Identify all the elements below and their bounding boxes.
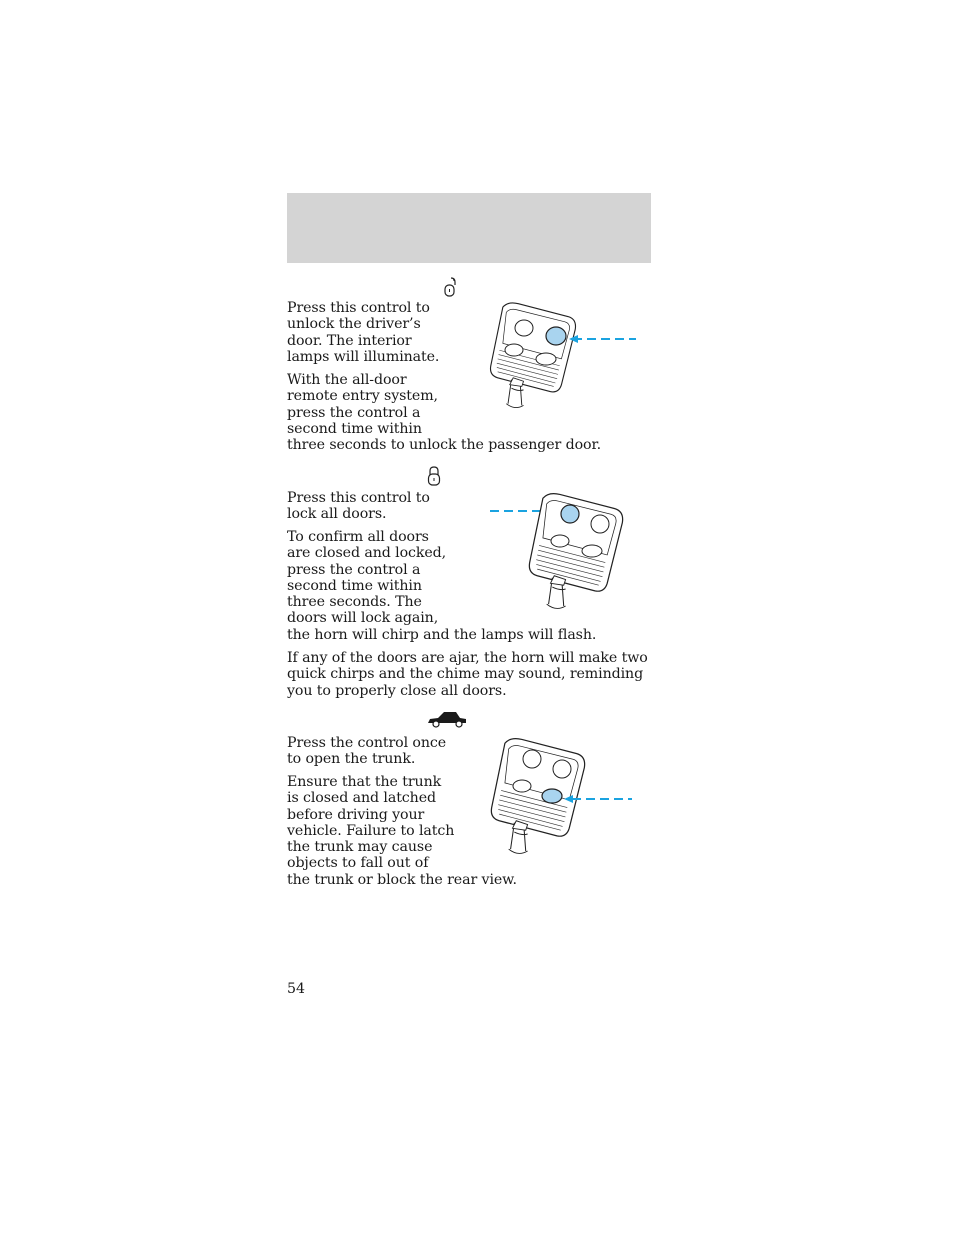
text-line: lamps will illuminate. (287, 348, 440, 365)
text-line: is closed and latched (287, 790, 436, 807)
text-line: door. The interior (287, 332, 412, 349)
page-number: 54 (287, 981, 306, 997)
text-line: vehicle. Failure to latch (287, 822, 455, 839)
text-line: to open the trunk. (287, 751, 416, 768)
text-line: the horn will chirp and the lamps will flash. (287, 626, 597, 643)
unlock-button-highlighted (546, 327, 566, 345)
text-line: you to properly close all doors. (287, 682, 507, 699)
text-line: Press the control once (287, 735, 447, 751)
remote-fob-lock (488, 492, 628, 616)
text-line: press the control a (287, 404, 421, 421)
car-trunk-icon (426, 709, 468, 729)
header-band (287, 193, 651, 263)
text-line: second time within (287, 420, 422, 437)
text-line: the trunk may cause (287, 839, 433, 856)
text-line: Press this control to (287, 490, 430, 506)
trunk-description (287, 735, 446, 768)
ajar-warning (287, 650, 648, 699)
text-line: three seconds. The (287, 594, 422, 611)
lock-icon (426, 465, 442, 487)
text-line: lock all doors. (287, 506, 387, 523)
text-line: before driving your (287, 806, 425, 823)
text-line: three seconds to unlock the passenger door. (287, 437, 602, 454)
text-line: the trunk or block the rear view. (287, 871, 517, 888)
trunk-warning (287, 774, 517, 888)
lock-description (287, 490, 430, 523)
remote-fob-trunk (486, 737, 636, 861)
text-line: Ensure that the trunk (287, 774, 442, 790)
trunk-button-highlighted (542, 789, 562, 803)
unlock-description (287, 300, 439, 365)
text-line: To confirm all doors (287, 529, 429, 545)
remote-fob-unlock (478, 302, 648, 414)
text-line: doors will lock again, (287, 610, 439, 627)
unlock-icon (442, 276, 460, 298)
text-line: second time within (287, 577, 422, 594)
text-line: Press this control to (287, 300, 430, 316)
text-line: unlock the driver’s (287, 316, 421, 333)
text-line: press the control a (287, 561, 421, 578)
lock-button-highlighted (561, 505, 579, 523)
text-line: If any of the doors are ajar, the horn will make two (287, 650, 648, 666)
text-line: remote entry system, (287, 388, 438, 405)
text-line: are closed and locked, (287, 545, 447, 562)
text-line: With the all-door (287, 372, 407, 388)
text-line: objects to fall out of (287, 855, 429, 872)
text-line: quick chirps and the chime may sound, reminding (287, 666, 644, 683)
